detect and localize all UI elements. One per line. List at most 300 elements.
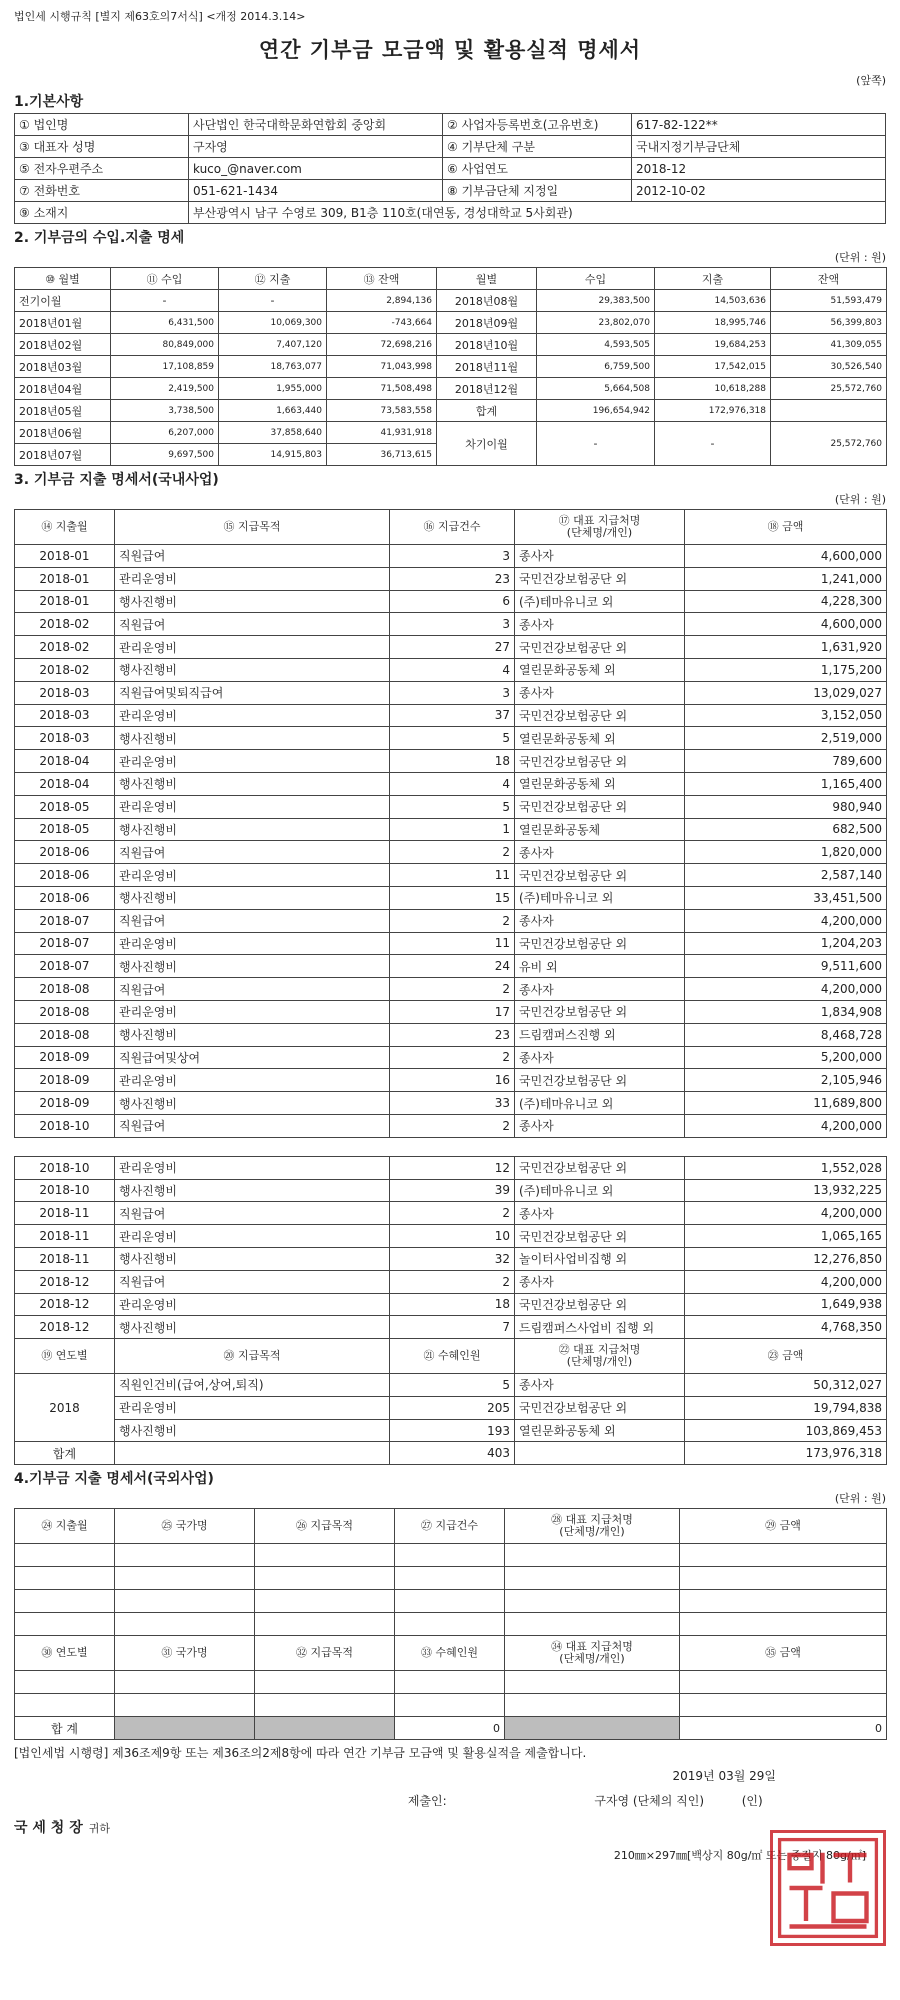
payee-cell: 국민건강보험공단 외 (515, 636, 685, 659)
payee-cell: (주)테마유니코 외 (515, 886, 685, 909)
count-cell: 3 (390, 681, 515, 704)
field-label: ⑧ 기부금단체 지정일 (443, 180, 632, 202)
amount-cell: 4,200,000 (685, 1202, 887, 1225)
amount-cell: 9,511,600 (685, 955, 887, 978)
expense-row (15, 681, 887, 704)
income-expense-row (15, 422, 887, 444)
count-cell: 18 (390, 1293, 515, 1316)
count-cell: 4 (390, 772, 515, 795)
purpose-cell: 관리운영비 (115, 1396, 390, 1419)
empty-cell (255, 1590, 395, 1613)
empty-cell (505, 1544, 680, 1567)
purpose-cell: 직원인건비(급여,상여,퇴직) (115, 1374, 390, 1397)
purpose-cell: 관리운영비 (115, 636, 390, 659)
expense-row (15, 1202, 887, 1225)
expense-row (15, 1247, 887, 1270)
expense-row (15, 1156, 887, 1179)
column-header: ㉚ 연도별 (15, 1636, 115, 1671)
total-label: 합계 (15, 1442, 115, 1465)
income-expense-row (15, 356, 887, 378)
field-value: 사단법인 한국대학문화연합회 중앙회 (189, 114, 443, 136)
amount-cell: 4,600,000 (685, 545, 887, 568)
column-header: ⑫ 지출 (219, 268, 327, 290)
expense-row (15, 750, 887, 773)
empty-cell (15, 1671, 115, 1694)
payee-cell: 열린문화공동체 외 (515, 727, 685, 750)
month-cell: 2018-10 (15, 1156, 115, 1179)
column-header: ㉗ 지급건수 (395, 1509, 505, 1544)
purpose-cell: 직원급여 (115, 1270, 390, 1293)
expense-row (15, 658, 887, 681)
carry-income: - (537, 422, 655, 466)
column-header: ⑭ 지출월 (15, 510, 115, 545)
empty-cell (115, 1442, 390, 1465)
gray-cell (255, 1717, 395, 1740)
amount-cell: 980,940 (685, 795, 887, 818)
purpose-cell: 관리운영비 (115, 932, 390, 955)
column-header: ㉞ 대표 지급처명 (단체명/개인) (505, 1636, 680, 1671)
empty-cell (395, 1544, 505, 1567)
expense-cell: 14,915,803 (219, 444, 327, 466)
expense-cell: 17,542,015 (655, 356, 771, 378)
field-value: 국내지정기부금단체 (632, 136, 886, 158)
expense-row (15, 1114, 887, 1137)
section4-unit: (단위 : 원) (834, 1492, 886, 1506)
month-cell: 2018-02 (15, 613, 115, 636)
income-cell: 29,383,500 (537, 290, 655, 312)
expense-cell: 37,858,640 (219, 422, 327, 444)
column-header: ㉝ 수혜인원 (395, 1636, 505, 1671)
purpose-cell: 직원급여 (115, 1202, 390, 1225)
count-cell: 1 (390, 818, 515, 841)
field-value: 2018-12 (632, 158, 886, 180)
amount-cell: 1,820,000 (685, 841, 887, 864)
month-cell: 2018-07 (15, 955, 115, 978)
income-expense-row (15, 378, 887, 400)
income-expense-row (15, 400, 887, 422)
purpose-cell: 관리운영비 (115, 1225, 390, 1248)
empty-cell (255, 1671, 395, 1694)
purpose-cell: 직원급여 (115, 841, 390, 864)
amount-cell: 11,689,800 (685, 1092, 887, 1115)
amount-cell: 33,451,500 (685, 886, 887, 909)
income-cell: 196,654,942 (537, 400, 655, 422)
amount-cell: 1,552,028 (685, 1156, 887, 1179)
count-cell: 11 (390, 932, 515, 955)
payee-cell: 종사자 (515, 545, 685, 568)
empty-cell (515, 1442, 685, 1465)
empty-cell (505, 1671, 680, 1694)
amount-cell: 1,649,938 (685, 1293, 887, 1316)
empty-cell (395, 1613, 505, 1636)
empty-cell (680, 1590, 887, 1613)
field-label: ③ 대표자 성명 (15, 136, 189, 158)
empty-cell (15, 1613, 115, 1636)
total-amount: 173,976,318 (685, 1442, 887, 1465)
purpose-cell: 직원급여 (115, 978, 390, 1001)
expense-row (15, 567, 887, 590)
basic-info-row (15, 114, 886, 136)
expense-cell: 1,663,440 (219, 400, 327, 422)
gray-cell (505, 1717, 680, 1740)
expense-cell: 18,763,077 (219, 356, 327, 378)
field-value: 051-621-1434 (189, 180, 443, 202)
domestic-expense-table (14, 509, 887, 1465)
section3-unit: (단위 : 원) (834, 493, 886, 506)
month-cell: 2018-10 (15, 1114, 115, 1137)
payee-cell: 국민건강보험공단 외 (515, 1069, 685, 1092)
month-cell: 2018년07월 (15, 444, 111, 466)
month-cell: 2018-05 (15, 818, 115, 841)
empty-cell (505, 1694, 680, 1717)
column-header: ㉙ 금액 (680, 1509, 887, 1544)
month-cell: 2018-02 (15, 636, 115, 659)
carry-expense: - (655, 422, 771, 466)
column-header: ⑬ 잔액 (327, 268, 437, 290)
payee-cell: (주)테마유니코 외 (515, 590, 685, 613)
purpose-cell: 행사진행비 (115, 1247, 390, 1270)
column-header: ⑰ 대표 지급처명 (단체명/개인) (515, 510, 685, 545)
expense-cell: 1,955,000 (219, 378, 327, 400)
payee-cell: 종사자 (515, 1046, 685, 1069)
amount-cell: 1,065,165 (685, 1225, 887, 1248)
count-cell: 11 (390, 864, 515, 887)
count-cell: 24 (390, 955, 515, 978)
month-cell: 2018-12 (15, 1316, 115, 1339)
recipient (14, 1817, 886, 1837)
count-cell: 23 (390, 567, 515, 590)
purpose-cell: 직원급여 (115, 545, 390, 568)
expense-cell: 172,976,318 (655, 400, 771, 422)
expense-row (15, 1092, 887, 1115)
overseas-header-row (15, 1509, 887, 1544)
basic-info-row (15, 180, 886, 202)
expense-cell: - (219, 290, 327, 312)
beneficiaries-cell: 193 (390, 1419, 515, 1442)
payee-cell: 종사자 (515, 613, 685, 636)
balance-cell: 30,526,540 (771, 356, 887, 378)
purpose-cell: 관리운영비 (115, 1293, 390, 1316)
count-cell: 2 (390, 1046, 515, 1069)
income-cell: 6,431,500 (111, 312, 219, 334)
column-header: ㉖ 지급목적 (255, 1509, 395, 1544)
purpose-cell: 행사진행비 (115, 818, 390, 841)
month-cell: 2018-12 (15, 1270, 115, 1293)
payee-cell: 종사자 (515, 1114, 685, 1137)
purpose-cell: 행사진행비 (115, 955, 390, 978)
purpose-cell: 관리운영비 (115, 750, 390, 773)
amount-cell: 4,200,000 (685, 1114, 887, 1137)
payee-cell: (주)테마유니코 외 (515, 1092, 685, 1115)
count-cell: 33 (390, 1092, 515, 1115)
seal-icon (773, 1833, 883, 1943)
amount-cell: 2,587,140 (685, 864, 887, 887)
balance-cell: 36,713,615 (327, 444, 437, 466)
month-cell: 2018-07 (15, 932, 115, 955)
empty-cell (395, 1694, 505, 1717)
empty-cell (115, 1590, 255, 1613)
month-cell: 2018년10월 (437, 334, 537, 356)
payee-cell: 종사자 (515, 1202, 685, 1225)
count-cell: 5 (390, 795, 515, 818)
column-header: ㉕ 국가명 (115, 1509, 255, 1544)
month-cell: 2018년03월 (15, 356, 111, 378)
empty-cell (680, 1544, 887, 1567)
amount-cell: 4,600,000 (685, 613, 887, 636)
payee-cell: 종사자 (515, 909, 685, 932)
payee-cell: 국민건강보험공단 외 (515, 1000, 685, 1023)
balance-cell: -743,664 (327, 312, 437, 334)
amount-cell: 1,175,200 (685, 658, 887, 681)
empty-cell (680, 1567, 887, 1590)
total-label: 합 계 (15, 1717, 115, 1740)
expense-row (15, 636, 887, 659)
beneficiaries-cell: 5 (390, 1374, 515, 1397)
count-cell: 16 (390, 1069, 515, 1092)
amount-cell: 12,276,850 (685, 1247, 887, 1270)
purpose-cell: 행사진행비 (115, 886, 390, 909)
purpose-cell: 직원급여및상여 (115, 1046, 390, 1069)
count-cell: 12 (390, 1156, 515, 1179)
empty-cell (15, 1694, 115, 1717)
balance-cell: 56,399,803 (771, 312, 887, 334)
empty-cell (115, 1544, 255, 1567)
section3-title: 3. 기부금 지출 명세서(국내사업) (14, 472, 219, 488)
count-cell: 10 (390, 1225, 515, 1248)
month-cell: 2018-03 (15, 704, 115, 727)
purpose-cell: 행사진행비 (115, 1419, 390, 1442)
purpose-cell: 직원급여및퇴직급여 (115, 681, 390, 704)
expense-row (15, 545, 887, 568)
empty-cell (255, 1613, 395, 1636)
month-cell: 2018년02월 (15, 334, 111, 356)
count-cell: 3 (390, 545, 515, 568)
amount-cell: 50,312,027 (685, 1374, 887, 1397)
seal-mark: (인) (741, 1794, 763, 1809)
total-row (15, 1442, 887, 1465)
count-cell: 15 (390, 886, 515, 909)
payee-cell: 종사자 (515, 1270, 685, 1293)
empty-cell (395, 1671, 505, 1694)
payee-cell: (주)테마유니코 외 (515, 1179, 685, 1202)
month-cell: 2018년04월 (15, 378, 111, 400)
section1-title: 1.기본사항 (14, 94, 84, 110)
count-cell: 18 (390, 750, 515, 773)
payee-cell: 국민건강보험공단 외 (515, 795, 685, 818)
field-label: ⑤ 전자우편주소 (15, 158, 189, 180)
empty-cell (395, 1567, 505, 1590)
payee-cell: 종사자 (515, 1374, 685, 1397)
amount-cell: 1,834,908 (685, 1000, 887, 1023)
column-header: ㉔ 지출월 (15, 1509, 115, 1544)
field-label: ⑦ 전화번호 (15, 180, 189, 202)
amount-cell: 1,631,920 (685, 636, 887, 659)
purpose-cell: 관리운영비 (115, 864, 390, 887)
count-cell: 17 (390, 1000, 515, 1023)
column-header: ㉘ 대표 지급처명 (단체명/개인) (505, 1509, 680, 1544)
month-cell: 2018-02 (15, 658, 115, 681)
expense-row (15, 1316, 887, 1339)
expense-row (15, 978, 887, 1001)
payee-cell: 국민건강보험공단 외 (515, 1293, 685, 1316)
balance-cell: 41,931,918 (327, 422, 437, 444)
payee-cell: 놀이터사업비집행 외 (515, 1247, 685, 1270)
table-gap (15, 1137, 887, 1156)
balance-cell: 72,698,216 (327, 334, 437, 356)
month-cell: 2018-06 (15, 886, 115, 909)
month-cell: 2018년09월 (437, 312, 537, 334)
month-cell: 전기이월 (15, 290, 111, 312)
total-count: 0 (395, 1717, 505, 1740)
field-value: 부산광역시 남구 수영로 309, B1층 110호(대연동, 경성대학교 5사회관) (189, 202, 886, 224)
payee-cell: 드림캠퍼스사업비 집행 외 (515, 1316, 685, 1339)
gray-cell (115, 1717, 255, 1740)
payee-cell: 열린문화공동체 외 (515, 1419, 685, 1442)
summary-row (15, 1374, 887, 1397)
income-expense-row (15, 312, 887, 334)
overseas-expense-table (14, 1508, 887, 1740)
expense-row (15, 909, 887, 932)
amount-cell: 682,500 (685, 818, 887, 841)
beneficiaries-cell: 205 (390, 1396, 515, 1419)
balance-cell: 2,894,136 (327, 290, 437, 312)
total-amount: 0 (680, 1717, 887, 1740)
overseas-empty-row (15, 1590, 887, 1613)
section2-title: 2. 기부금의 수입.지출 명세 (14, 230, 185, 246)
month-cell: 합계 (437, 400, 537, 422)
field-label: ⑥ 사업연도 (443, 158, 632, 180)
count-cell: 2 (390, 1270, 515, 1293)
amount-cell: 3,152,050 (685, 704, 887, 727)
amount-cell: 103,869,453 (685, 1419, 887, 1442)
summary-header-row (15, 1339, 887, 1374)
empty-cell (395, 1590, 505, 1613)
payee-cell: 국민건강보험공단 외 (515, 1225, 685, 1248)
column-header: ⑳ 지급목적 (115, 1339, 390, 1374)
expense-row (15, 932, 887, 955)
month-cell: 2018-04 (15, 772, 115, 795)
field-label: ④ 기부단체 구분 (443, 136, 632, 158)
expense-cell: 7,407,120 (219, 334, 327, 356)
submission-statement: [법인세법 시행령] 제36조제9항 또는 제36조의2제8항에 따라 연간 기부금 모금액 및 활용실적을 제출합니다. (14, 1746, 587, 1761)
field-value: 구자영 (189, 136, 443, 158)
purpose-cell: 행사진행비 (115, 1179, 390, 1202)
expense-row (15, 955, 887, 978)
expense-row (15, 613, 887, 636)
overseas-empty-row (15, 1544, 887, 1567)
amount-cell: 2,105,946 (685, 1069, 887, 1092)
gap-cell (15, 1137, 887, 1156)
income-cell: 23,802,070 (537, 312, 655, 334)
column-header: ㉛ 국가명 (115, 1636, 255, 1671)
balance-cell: 41,309,055 (771, 334, 887, 356)
empty-cell (680, 1613, 887, 1636)
field-value: kuco_@naver.com (189, 158, 443, 180)
month-cell: 2018-08 (15, 1000, 115, 1023)
total-count: 403 (390, 1442, 515, 1465)
month-cell: 2018-08 (15, 978, 115, 1001)
purpose-cell: 행사진행비 (115, 1023, 390, 1046)
column-header: ⑪ 수입 (111, 268, 219, 290)
income-cell: 6,207,000 (111, 422, 219, 444)
payee-cell: 열린문화공동체 외 (515, 772, 685, 795)
submitter-line (14, 1792, 886, 1809)
expense-cell: 10,069,300 (219, 312, 327, 334)
amount-cell: 8,468,728 (685, 1023, 887, 1046)
income-cell: 9,697,500 (111, 444, 219, 466)
month-cell: 2018-09 (15, 1092, 115, 1115)
payee-cell: 종사자 (515, 841, 685, 864)
overseas-total-row (15, 1717, 887, 1740)
purpose-cell: 직원급여 (115, 909, 390, 932)
overseas-empty-row (15, 1613, 887, 1636)
payee-cell: 종사자 (515, 681, 685, 704)
count-cell: 2 (390, 978, 515, 1001)
overseas-empty-row (15, 1694, 887, 1717)
submitter-name: 구자영 (단체의 직인) (594, 1794, 705, 1809)
column-header: ㉜ 지급목적 (255, 1636, 395, 1671)
payee-cell: 열린문화공동체 (515, 818, 685, 841)
amount-cell: 5,200,000 (685, 1046, 887, 1069)
income-cell: 5,664,508 (537, 378, 655, 400)
field-value: 617-82-122** (632, 114, 886, 136)
count-cell: 23 (390, 1023, 515, 1046)
purpose-cell: 행사진행비 (115, 1316, 390, 1339)
expense-row (15, 818, 887, 841)
year-cell: 2018 (15, 1374, 115, 1442)
column-header: ⑱ 금액 (685, 510, 887, 545)
income-expense-row (15, 334, 887, 356)
amount-cell: 4,200,000 (685, 909, 887, 932)
payee-cell: 국민건강보험공단 외 (515, 1156, 685, 1179)
count-cell: 27 (390, 636, 515, 659)
month-cell: 2018-01 (15, 567, 115, 590)
purpose-cell: 직원급여 (115, 1114, 390, 1137)
purpose-cell: 행사진행비 (115, 658, 390, 681)
amount-cell: 1,204,203 (685, 932, 887, 955)
purpose-cell: 행사진행비 (115, 1092, 390, 1115)
recipient-name: 국 세 청 장 (14, 1820, 83, 1837)
paper-spec: 210㎜×297㎜[백상지 80g/㎡ 또는 중질지 80g/㎡] (613, 1849, 866, 1863)
income-expense-row (15, 290, 887, 312)
income-cell: 80,849,000 (111, 334, 219, 356)
summary-row (15, 1396, 887, 1419)
month-cell: 2018년06월 (15, 422, 111, 444)
field-label: ① 법인명 (15, 114, 189, 136)
purpose-cell: 관리운영비 (115, 1156, 390, 1179)
purpose-cell: 관리운영비 (115, 567, 390, 590)
expense-row (15, 841, 887, 864)
expense-row (15, 727, 887, 750)
expense-cell: 18,995,746 (655, 312, 771, 334)
column-header: 지출 (655, 268, 771, 290)
expense-row (15, 1179, 887, 1202)
empty-cell (115, 1567, 255, 1590)
column-header: ⑮ 지급목적 (115, 510, 390, 545)
expense-row (15, 704, 887, 727)
balance-cell: 71,508,498 (327, 378, 437, 400)
count-cell: 32 (390, 1247, 515, 1270)
count-cell: 2 (390, 841, 515, 864)
expense-row (15, 1069, 887, 1092)
overseas-header-row (15, 1636, 887, 1671)
month-cell: 2018년08월 (437, 290, 537, 312)
count-cell: 37 (390, 704, 515, 727)
payee-cell: 국민건강보험공단 외 (515, 704, 685, 727)
balance-cell: 73,583,558 (327, 400, 437, 422)
expense-row (15, 1270, 887, 1293)
month-cell: 2018-09 (15, 1069, 115, 1092)
